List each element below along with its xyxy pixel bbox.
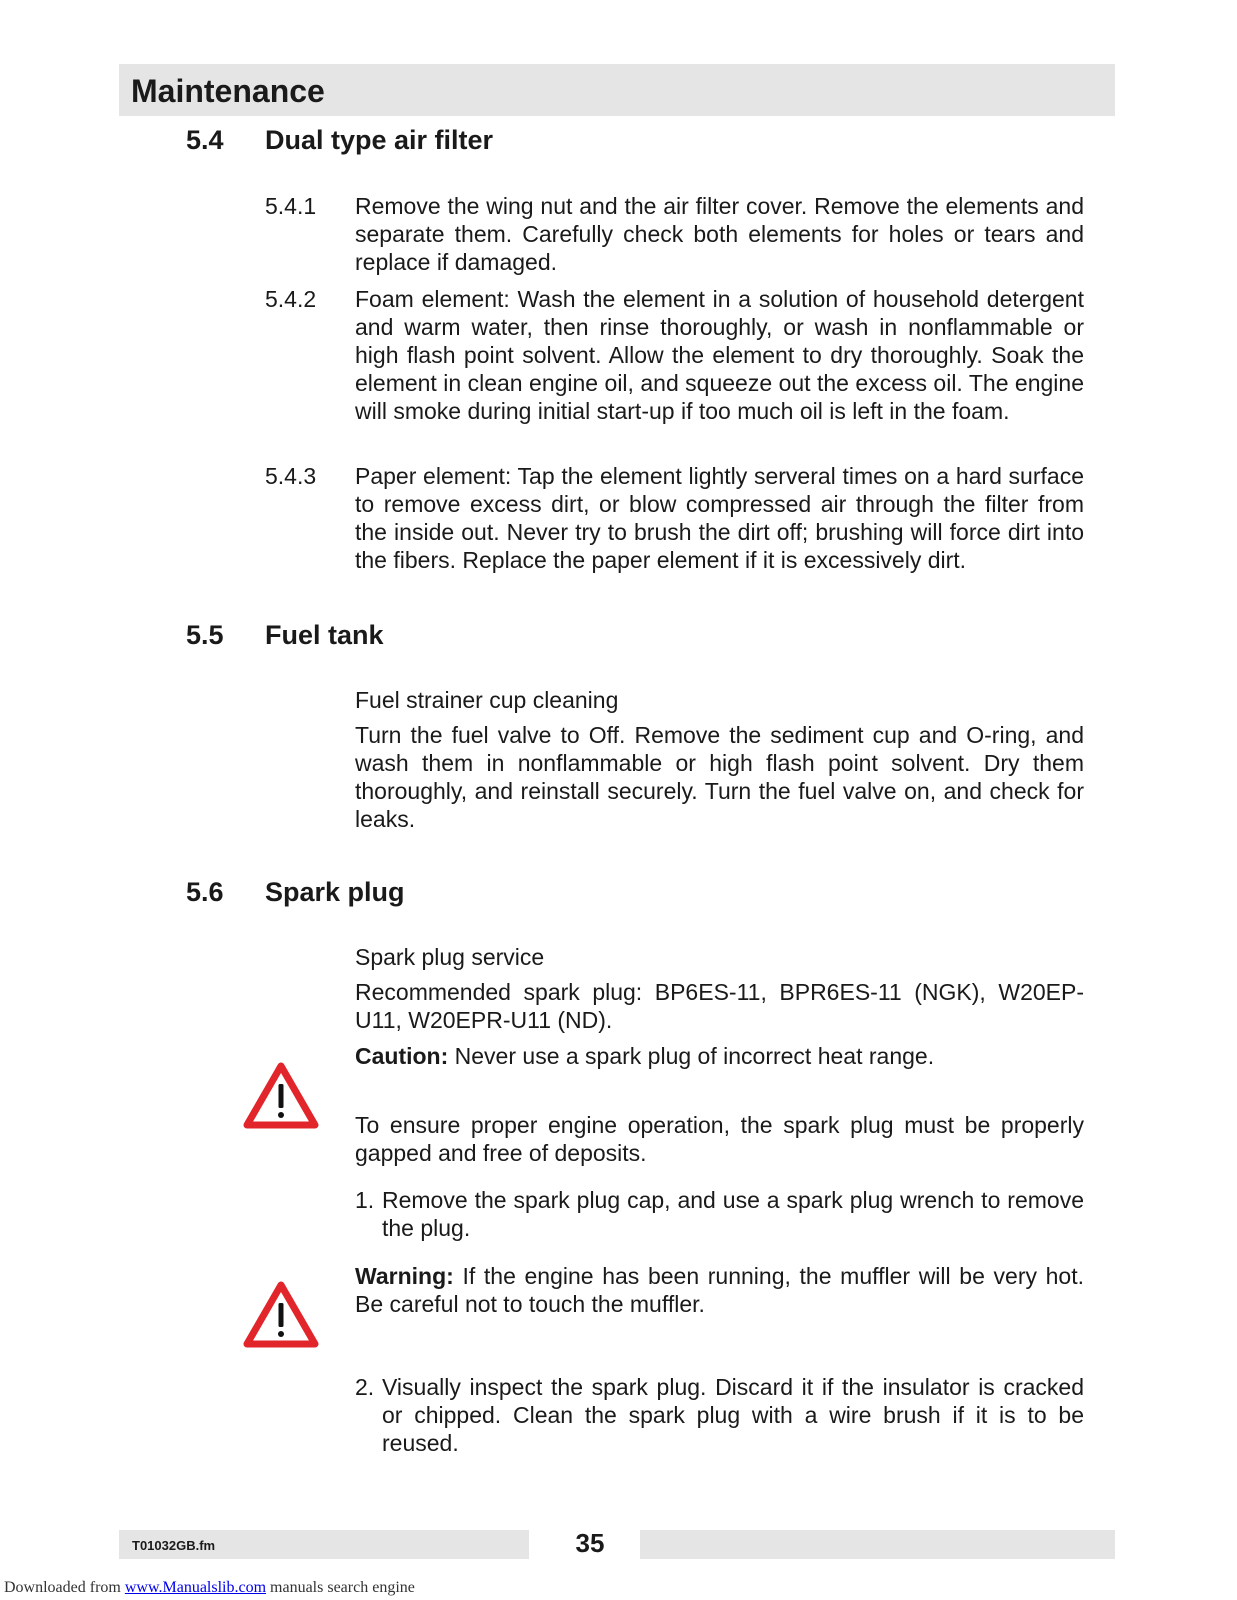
subsection-text: Paper element: Tap the element lightly serveral times on a hard surface to remove excess dirt, or blow compressed air through the filter from the inside out. Never try to brush the dirt off; brushing will force dirt into the fibers. Replace the paper element if it is excessively dirt. <box>355 463 1084 573</box>
section-number: 5.4 <box>186 125 224 155</box>
section-number: 5.6 <box>186 877 224 907</box>
caution-label: Caution: <box>355 1043 449 1069</box>
paragraph: Turn the fuel valve to Off. Remove the sediment cup and O-ring, and wash them in nonflammable or high flash point solvent. Dry them thoroughly, and reinstall securely. Turn the fuel valve on, and check for leaks. <box>355 722 1084 832</box>
subsection-number: 5.4.2 <box>265 286 317 312</box>
subheading: Fuel strainer cup cleaning <box>355 687 619 713</box>
paragraph: Recommended spark plug: BP6ES-11, BPR6ES-11 (NGK), W20EP-U11, W20EPR-U11 (ND). <box>355 979 1084 1033</box>
page-title: Maintenance <box>131 73 325 109</box>
warning-text: If the engine has been running, the muffler will be very hot. Be careful not to touch the muffler. <box>355 1263 1084 1317</box>
warning-label: Warning: <box>355 1263 454 1289</box>
caution-text: Never use a spark plug of incorrect heat range. <box>448 1043 935 1069</box>
subsection-text: Foam element: Wash the element in a solution of household detergent and warm water, then rinse thoroughly, or wash in nonflammable or high flash point solvent. Allow the element to dry thoroughly. Soak the element in clean engine oil, and squeeze out the excess oil. The engine will smoke during initial start-up if too much oil is left in the foam. <box>355 286 1084 424</box>
section-title: Dual type air filter <box>265 125 494 155</box>
subsection-text: Remove the wing nut and the air filter cover. Remove the elements and separate them. Carefully check both elements for holes or tears and replace if damaged. <box>355 193 1084 275</box>
section-title: Fuel tank <box>265 620 384 650</box>
download-prefix: Downloaded from <box>4 1579 125 1596</box>
page-number: 35 <box>575 1528 605 1558</box>
footer-bar-right <box>640 1530 1115 1559</box>
manualslib-link[interactable]: www.Manualslib.com <box>124 1579 267 1596</box>
section-number: 5.5 <box>186 620 224 650</box>
download-suffix: manuals search engine <box>266 1579 415 1596</box>
subheading: Spark plug service <box>355 944 545 970</box>
step-text: Visually inspect the spark plug. Discard it if the insulator is cracked or chipped. Clean the spark plug with a wire brush if it is to be reused. <box>382 1374 1084 1456</box>
warning-triangle-icon <box>243 1281 319 1349</box>
caution-note <box>355 1042 1084 1070</box>
warning-note <box>355 1262 1084 1318</box>
subsection-number: 5.4.1 <box>265 193 317 219</box>
footer-filename: T01032GB.fm <box>132 1538 216 1553</box>
subsection-number: 5.4.3 <box>265 463 317 489</box>
paragraph: To ensure proper engine operation, the spark plug must be properly gapped and free of deposits. <box>355 1112 1084 1166</box>
step-number: 1. <box>355 1187 375 1213</box>
section-title: Spark plug <box>265 877 405 907</box>
step-number: 2. <box>355 1374 375 1400</box>
warning-triangle-icon <box>243 1062 319 1130</box>
download-notice <box>4 1579 415 1597</box>
step-text: Remove the spark plug cap, and use a spark plug wrench to remove the plug. <box>382 1187 1084 1241</box>
